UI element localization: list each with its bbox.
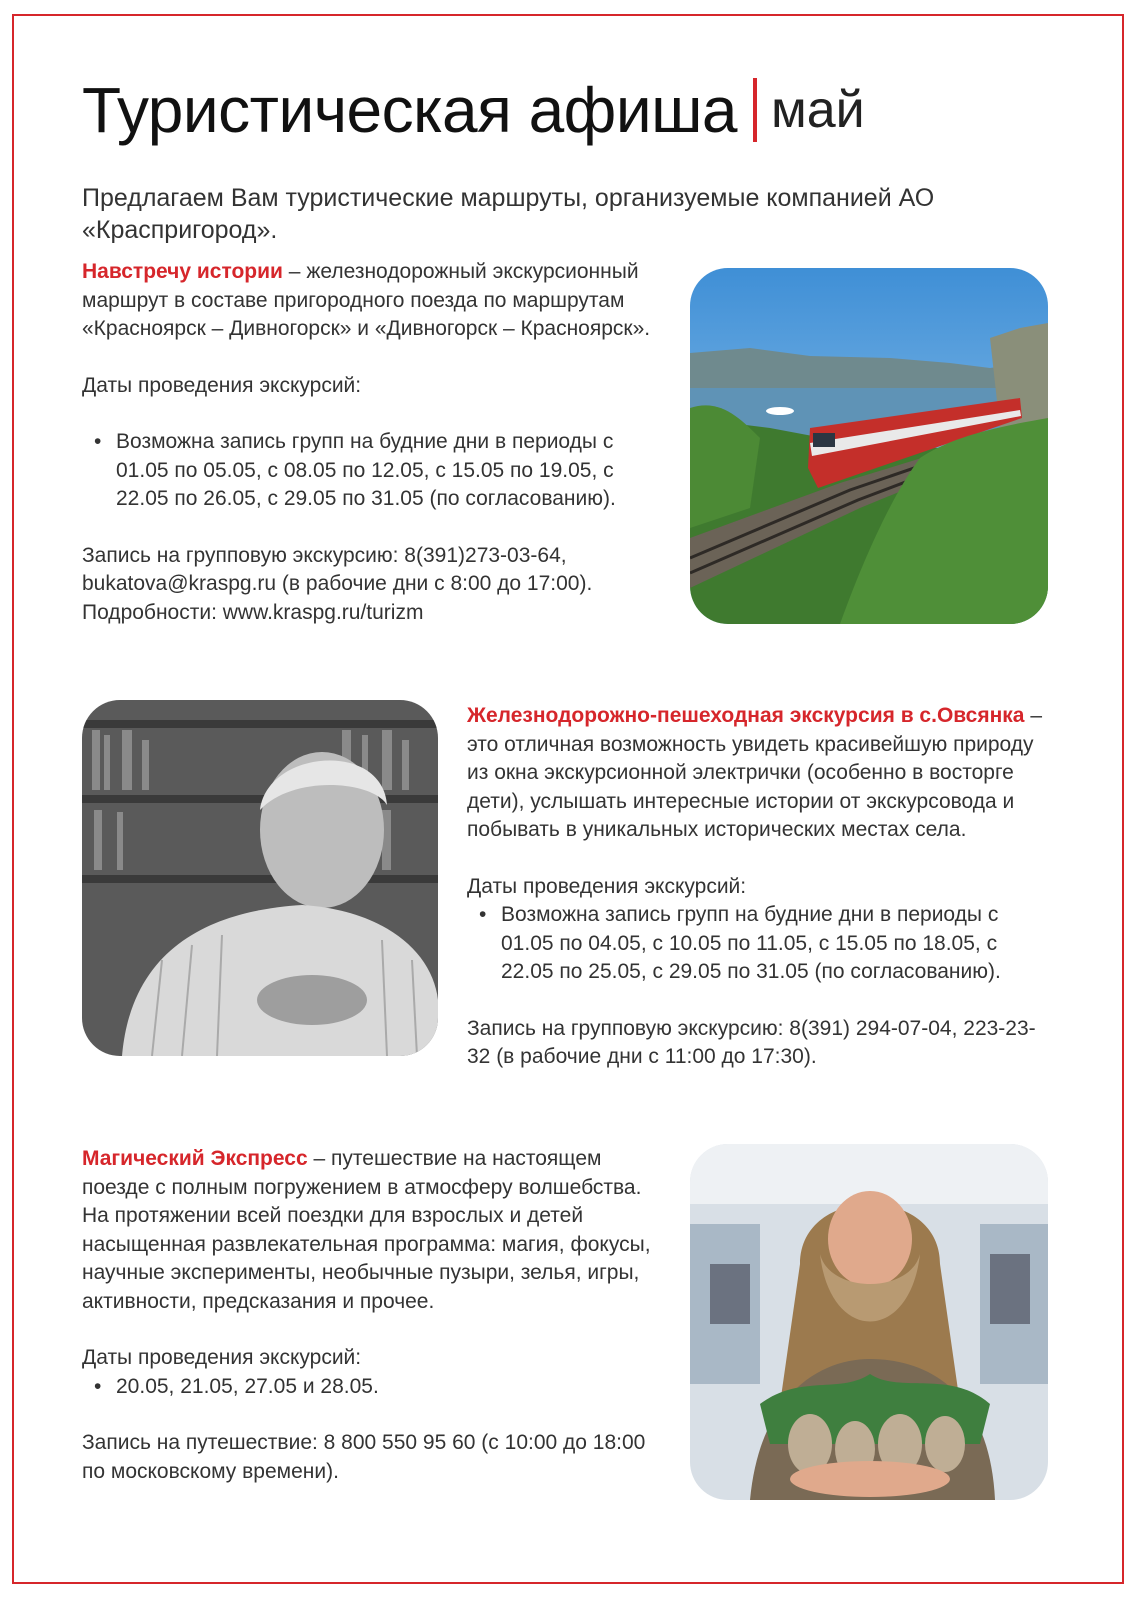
- section-navstrechu-istorii: [82, 258, 657, 627]
- wizard-photo: [690, 1144, 1048, 1500]
- dates-list: [82, 428, 657, 514]
- section-description-text: – это отличная возможность увидеть красивейшую природу из окна экскурсионной электрички (особенно в восторге дети), услышать интересные истории от экскурсовода и побывать в уникальных исторических местах села.: [467, 704, 1042, 841]
- dates-list: [82, 1373, 657, 1402]
- title-separator: [753, 78, 757, 142]
- dates-item: • Возможна запись групп на будние дни в периоды с 01.05 по 05.05, с 08.05 по 12.05, с 15.05 по 19.05, с 22.05 по 26.05, с 29.05 по 31.05 (по согласованию).: [116, 428, 657, 514]
- section-magicheskiy-ekspress: [82, 1145, 657, 1486]
- intro-text: Предлагаем Вам туристические маршруты, организуемые компанией АО «Краспригород».: [82, 184, 935, 244]
- section-name: Железнодорожно-пешеходная экскурсия в с.Овсянка: [467, 704, 1025, 727]
- section-description: [82, 258, 657, 344]
- title-main: Туристическая афиша: [82, 74, 737, 146]
- section-description-text: – путешествие на настоящем поезде с полным погружением в атмосферу волшебства. На протяжении всей поездки для взрослых и детей насыщенная развлекательная программа: магия, фокусы, научные эксперименты, необычные пузыри, зелья, игры, активности, предсказания и прочее.: [82, 1147, 651, 1313]
- page-title: [82, 70, 865, 150]
- dates-item: • 20.05, 21.05, 27.05 и 28.05.: [116, 1373, 657, 1402]
- contact-info: Запись на путешествие: 8 800 550 95 60 (с 10:00 до 18:00 по московскому времени).: [82, 1431, 646, 1483]
- section-ovsyanka: [467, 702, 1047, 1072]
- dates-item: • Возможна запись групп на будние дни в периоды с 01.05 по 04.05, с 10.05 по 11.05, с 15.05 по 18.05, с 22.05 по 25.05, с 29.05 по 31.05 (по согласованию).: [501, 901, 1047, 987]
- contact-info: Запись на групповую экскурсию: 8(391)273-03-64, bukatova@kraspg.ru (в рабочие дни с 8:00 до 17:00). Подробности: www.kraspg.ru/turizm: [82, 543, 593, 624]
- wizard-train-image: [690, 1144, 1048, 1500]
- writer-photo: [82, 700, 438, 1056]
- dates-label: Даты проведения экскурсий:: [82, 1346, 362, 1369]
- dates-list: [467, 901, 1047, 987]
- section-name: Навстречу истории: [82, 260, 283, 283]
- title-month: май: [771, 81, 865, 139]
- section-description: [82, 1145, 657, 1316]
- section-name: Магический Экспресс: [82, 1147, 308, 1170]
- writer-portrait-image: [82, 700, 438, 1056]
- train-landscape-image: [690, 268, 1048, 624]
- dates-label: Даты проведения экскурсий:: [467, 874, 747, 898]
- dates-label: Даты проведения экскурсий:: [82, 373, 362, 397]
- section-description: [467, 702, 1047, 845]
- train-photo: [690, 268, 1048, 624]
- section-description-text: – железнодорожный экскурсионный маршрут в составе пригородного поезда по маршрутам «Красноярск – Дивногорск» и «Дивногорск – Красноярск».: [82, 260, 651, 340]
- contact-info: Запись на групповую экскурсию: 8(391) 294-07-04, 223-23-32 (в рабочие дни с 11:00 до 17:30).: [467, 1016, 1036, 1068]
